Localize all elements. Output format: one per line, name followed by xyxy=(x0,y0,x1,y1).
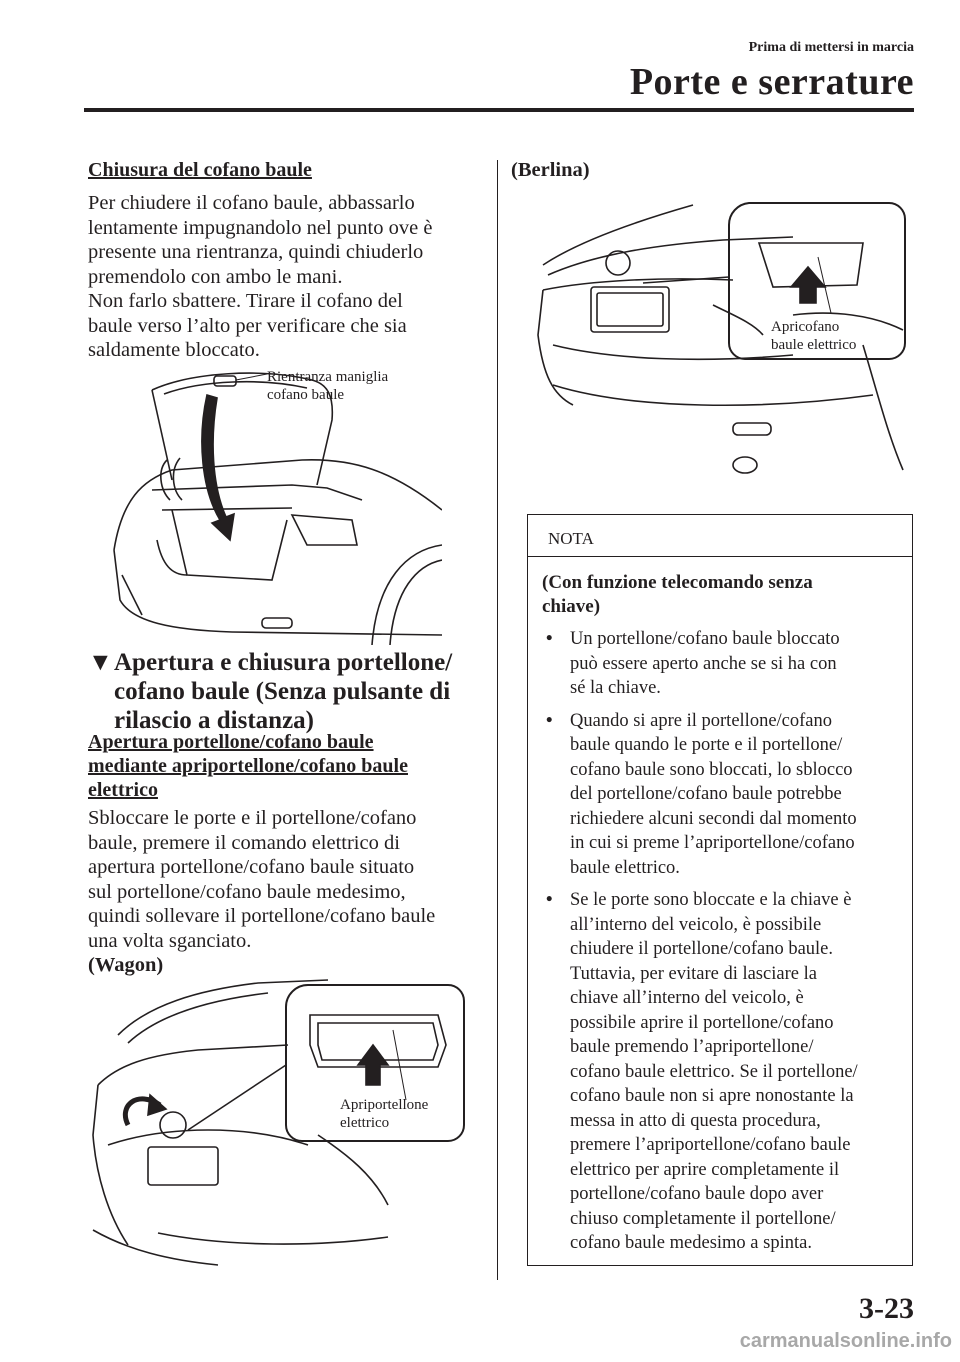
callout-handle-recess: Rientranza maniglia cofano baule xyxy=(267,369,389,403)
page-number: 3-23 xyxy=(859,1292,914,1325)
note-condition: (Con funzione telecomando senza chiave) xyxy=(542,572,813,617)
callout-trunk-opener: Apricofano baule elettrico xyxy=(771,319,857,353)
triangle-marker-icon: ▼ xyxy=(88,649,113,676)
wagon-label: (Wagon) xyxy=(88,954,164,976)
note-bullet-2: • Quando si apre il portellone/cofano baule quando le porte e il portellone/ cofano baule sono bloccati, lo sblocco del portellone/cofano baule potrebbe richiedere alcuni secondi dal momento in cui si preme l’apriportellone/cofano baule elettrico. xyxy=(542,709,898,881)
header-rule xyxy=(84,108,914,112)
column-divider xyxy=(497,160,498,1280)
section-title: Porte e serrature xyxy=(629,61,914,103)
callout-tailgate-opener: Apriportellone elettrico xyxy=(340,1097,429,1131)
subheading-opening-electric: Apertura portellone/cofano baule mediante apriportellone/cofano baule elettrico xyxy=(88,731,408,801)
paragraph-opening-electric: Sbloccare le porte e il portellone/cofano baule, premere il comando elettrico di apertura portellone/cofano baule situato sul portellone/cofano baule medesimo, quindi sollevare il portellone/cofano baule una volta sganciato. (Wagon) xyxy=(88,806,488,978)
berlina-label: (Berlina) xyxy=(511,159,590,181)
paragraph-closing-trunk: Per chiudere il cofano baule, abbassarlo lentamente impugnandolo nel punto ove è presente una rientranza, quindi chiuderlo premendolo con ambo le mani. Non farlo sbattere. Tirare il cofano del baule verso l’alto per verificare che sia saldamente bloccato. xyxy=(88,192,433,361)
watermark: carmanualsonline.info xyxy=(739,1330,952,1352)
note-heading: NOTA xyxy=(528,515,912,557)
note-bullet-3: • Se le porte sono bloccate e la chiave è all’interno del veicolo, è possibile chiudere il portellone/cofano baule. Tuttavia, per evitare di lasciare la chiave all’interno del veicolo, è possibile aprire il portellone/cofano baule premendo l’apriportellone/ cofano baule elettrico. Se il portellone/ cofano baule non si apre nonostante la messa in atto di questa procedura, premere l’apriportellone/cofano baule elettrico per aprire completamente il portellone/cofano baule dopo aver chiuso completamente il portellone/ cofano baule medesimo a spinta. xyxy=(542,888,898,1256)
note-bullet-1: • Un portellone/cofano baule bloccato può essere aperto anche se si ha con sé la chiave. xyxy=(542,627,898,701)
chapter-title: Prima di mettersi in marcia xyxy=(748,40,914,55)
note-box xyxy=(527,514,913,1266)
section-heading: ▼ Apertura e chiusura portellone/ cofano baule (Senza pulsante di rilascio a distanza) xyxy=(88,649,453,734)
subheading-closing-trunk: Chiusura del cofano baule xyxy=(88,159,312,181)
